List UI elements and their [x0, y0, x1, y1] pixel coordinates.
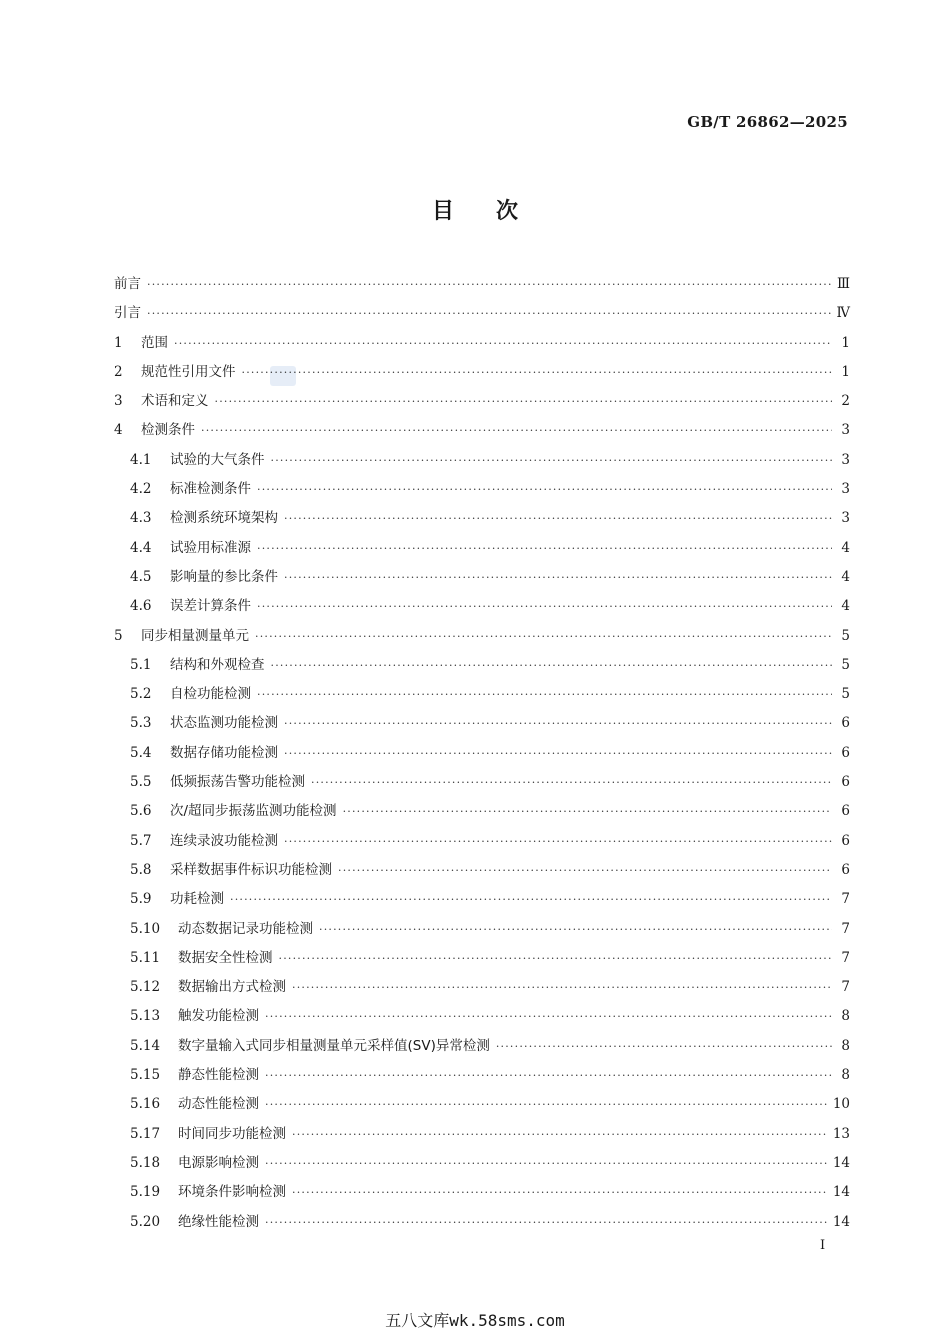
toc-leader-dots: [147, 270, 831, 299]
toc-entry[interactable]: [114, 797, 850, 826]
toc-entry[interactable]: [114, 270, 850, 299]
toc-entry-page: 6: [841, 715, 850, 732]
toc-entry-label: 规范性引用文件: [141, 363, 236, 380]
toc-entry-label: 绝缘性能检测: [178, 1213, 259, 1230]
toc-leader-dots: [292, 1120, 827, 1149]
page-number: I: [820, 1238, 826, 1253]
toc-entry-page: 14: [832, 1213, 850, 1230]
toc-entry-page: 4: [841, 539, 850, 556]
toc-leader-dots: [284, 563, 832, 592]
toc-entry-label: 电源影响检测: [178, 1154, 259, 1171]
toc-entry-page: 14: [832, 1154, 850, 1171]
toc-entry-number: 5.14: [130, 1037, 161, 1054]
toc-entry-number: 4.4: [130, 539, 152, 556]
toc-entry[interactable]: [114, 1061, 850, 1090]
toc-entry-number: 5.19: [130, 1184, 161, 1201]
toc-entry-number: 2: [114, 363, 123, 380]
page-title: [0, 194, 950, 225]
toc-entry-label: 静态性能检测: [178, 1067, 259, 1084]
toc-entry-label: 检测条件: [141, 422, 195, 439]
table-of-contents: [114, 270, 850, 1237]
toc-entry-number: 5.10: [130, 920, 161, 937]
toc-entry-page: 8: [841, 1008, 850, 1025]
toc-leader-dots: [319, 915, 832, 944]
toc-entry-page: 6: [841, 803, 850, 820]
toc-entry-label: 次/超同步振荡监测功能检测: [170, 803, 337, 820]
toc-entry-number: 5.9: [130, 891, 152, 908]
toc-entry[interactable]: [114, 651, 850, 680]
toc-entry-label: 结构和外观检查: [170, 656, 265, 673]
toc-entry-label: 引言: [114, 305, 141, 322]
toc-entry-label: 采样数据事件标识功能检测: [170, 861, 332, 878]
toc-leader-dots: [343, 797, 832, 826]
toc-entry-page: 4: [841, 598, 850, 615]
toc-entry-page: 3: [841, 422, 850, 439]
toc-entry[interactable]: [114, 768, 850, 797]
toc-leader-dots: [230, 885, 832, 914]
toc-entry-number: 5.17: [130, 1125, 161, 1142]
toc-entry-number: 5.4: [130, 744, 152, 761]
toc-leader-dots: [284, 709, 832, 738]
toc-leader-dots: [496, 1032, 832, 1061]
toc-entry-label: 误差计算条件: [170, 598, 251, 615]
toc-entry[interactable]: [114, 592, 850, 621]
toc-entry-label: 动态数据记录功能检测: [178, 920, 313, 937]
toc-entry[interactable]: [114, 1149, 850, 1178]
toc-leader-dots: [284, 504, 832, 533]
toc-leader-dots: [292, 973, 832, 1002]
toc-entry-number: 5.2: [130, 686, 152, 703]
toc-leader-dots: [265, 1061, 832, 1090]
toc-entry-label: 数据输出方式检测: [178, 979, 286, 996]
toc-entry-page: 8: [841, 1067, 850, 1084]
toc-entry-page: 3: [841, 510, 850, 527]
toc-entry-number: 5.18: [130, 1154, 161, 1171]
toc-entry-number: 4: [114, 422, 123, 439]
toc-entry[interactable]: [114, 329, 850, 358]
toc-entry-number: 1: [114, 334, 123, 351]
toc-entry-page: 6: [841, 861, 850, 878]
toc-entry-page: 2: [841, 393, 850, 410]
toc-entry-page: 1: [841, 363, 850, 380]
toc-entry-page: 5: [841, 627, 850, 644]
toc-entry-label: 数据安全性检测: [178, 949, 273, 966]
toc-entry-label: 试验的大气条件: [170, 451, 265, 468]
toc-leader-dots: [201, 416, 832, 445]
toc-entry-label: 数字量输入式同步相量测量单元采样值(SV)异常检测: [178, 1037, 490, 1054]
toc-entry-number: 5.20: [130, 1213, 161, 1230]
toc-entry[interactable]: [114, 1090, 850, 1119]
toc-entry[interactable]: [114, 387, 850, 416]
toc-entry-number: 5.12: [130, 979, 161, 996]
toc-leader-dots: [338, 856, 832, 885]
toc-entry-page: 5: [841, 686, 850, 703]
toc-leader-dots: [174, 329, 832, 358]
toc-entry-label: 状态监测功能检测: [170, 715, 278, 732]
toc-entry[interactable]: [114, 944, 850, 973]
toc-entry-number: 5.16: [130, 1096, 161, 1113]
toc-entry-page: 10: [832, 1096, 850, 1113]
toc-entry[interactable]: [114, 1208, 850, 1237]
title-char-1: 目: [431, 199, 454, 224]
toc-entry-number: 5.15: [130, 1067, 161, 1084]
standard-code: GB/T 26862—2025: [687, 113, 848, 131]
toc-leader-dots: [284, 827, 832, 856]
toc-entry-page: Ⅲ: [836, 276, 850, 292]
toc-leader-dots: [279, 944, 833, 973]
toc-entry-number: 5: [114, 627, 123, 644]
toc-entry[interactable]: [114, 299, 850, 328]
toc-entry-page: 3: [841, 481, 850, 498]
toc-entry-number: 5.7: [130, 832, 152, 849]
toc-entry-page: Ⅳ: [836, 305, 850, 322]
toc-leader-dots: [265, 1149, 827, 1178]
toc-entry-number: 4.5: [130, 568, 152, 585]
toc-entry[interactable]: [114, 973, 850, 1002]
toc-entry-number: 3: [114, 393, 123, 410]
toc-entry[interactable]: [114, 534, 850, 563]
toc-entry-page: 7: [841, 891, 850, 908]
toc-leader-dots: [147, 299, 831, 328]
toc-entry-page: 3: [841, 451, 850, 468]
toc-entry-number: 5.8: [130, 861, 152, 878]
toc-entry-label: 动态性能检测: [178, 1096, 259, 1113]
toc-leader-dots: [265, 1002, 832, 1031]
toc-entry[interactable]: [114, 1178, 850, 1207]
toc-leader-dots: [257, 475, 832, 504]
toc-entry[interactable]: [114, 622, 850, 651]
toc-entry-number: 5.3: [130, 715, 152, 732]
toc-entry-label: 检测系统环境架构: [170, 510, 278, 527]
toc-entry-page: 6: [841, 774, 850, 791]
toc-entry-label: 自检功能检测: [170, 686, 251, 703]
title-char-2: 次: [496, 199, 519, 224]
toc-leader-dots: [257, 592, 832, 621]
toc-leader-dots: [265, 1208, 827, 1237]
toc-entry-page: 4: [841, 568, 850, 585]
toc-entry[interactable]: [114, 1032, 850, 1061]
toc-entry-label: 标准检测条件: [170, 481, 251, 498]
toc-entry-label: 时间同步功能检测: [178, 1125, 286, 1142]
toc-entry-page: 7: [841, 979, 850, 996]
toc-entry-label: 范围: [141, 334, 168, 351]
toc-entry-label: 试验用标准源: [170, 539, 251, 556]
toc-entry-number: 4.1: [130, 451, 152, 468]
toc-entry[interactable]: [114, 446, 850, 475]
toc-entry-page: 6: [841, 744, 850, 761]
toc-entry-label: 影响量的参比条件: [170, 568, 278, 585]
toc-entry-label: 低频振荡告警功能检测: [170, 774, 305, 791]
toc-leader-dots: [242, 358, 833, 387]
footer-watermark: 五八文库wk.58sms.com: [385, 1311, 565, 1330]
toc-entry[interactable]: [114, 680, 850, 709]
toc-entry[interactable]: [114, 739, 850, 768]
toc-entry[interactable]: [114, 709, 850, 738]
toc-entry-number: 5.6: [130, 803, 152, 820]
toc-entry-page: 7: [841, 920, 850, 937]
toc-entry[interactable]: [114, 827, 850, 856]
toc-entry-number: 5.13: [130, 1008, 161, 1025]
toc-entry[interactable]: [114, 856, 850, 885]
toc-entry-number: 4.3: [130, 510, 152, 527]
toc-entry-label: 触发功能检测: [178, 1008, 259, 1025]
toc-leader-dots: [292, 1178, 827, 1207]
toc-entry-label: 同步相量测量单元: [141, 627, 249, 644]
toc-entry-page: 8: [841, 1037, 850, 1054]
toc-entry[interactable]: [114, 475, 850, 504]
toc-entry[interactable]: [114, 915, 850, 944]
toc-leader-dots: [257, 534, 832, 563]
toc-entry-label: 功耗检测: [170, 891, 224, 908]
toc-leader-dots: [311, 768, 832, 797]
toc-leader-dots: [255, 622, 832, 651]
toc-entry-number: 5.11: [130, 949, 161, 966]
toc-entry-page: 5: [841, 656, 850, 673]
toc-leader-dots: [257, 680, 832, 709]
toc-entry-page: 6: [841, 832, 850, 849]
toc-entry-number: 4.6: [130, 598, 152, 615]
toc-entry[interactable]: [114, 885, 850, 914]
toc-entry-number: 4.2: [130, 481, 152, 498]
toc-leader-dots: [265, 1090, 827, 1119]
toc-entry-page: 13: [832, 1125, 850, 1142]
toc-entry-label: 数据存储功能检测: [170, 744, 278, 761]
toc-entry[interactable]: [114, 416, 850, 445]
toc-entry-label: 术语和定义: [141, 393, 209, 410]
toc-entry[interactable]: [114, 358, 850, 387]
toc-entry-page: 14: [832, 1184, 850, 1201]
toc-leader-dots: [271, 651, 833, 680]
toc-entry-label: 连续录波功能检测: [170, 832, 278, 849]
toc-entry-number: 5.1: [130, 656, 152, 673]
toc-entry[interactable]: [114, 563, 850, 592]
toc-leader-dots: [271, 446, 833, 475]
toc-entry[interactable]: [114, 504, 850, 533]
toc-entry-label: 前言: [114, 276, 141, 292]
toc-entry-page: 1: [841, 334, 850, 351]
toc-leader-dots: [284, 739, 832, 768]
toc-entry[interactable]: [114, 1002, 850, 1031]
toc-entry-label: 环境条件影响检测: [178, 1184, 286, 1201]
toc-entry-number: 5.5: [130, 774, 152, 791]
toc-leader-dots: [215, 387, 833, 416]
toc-entry[interactable]: [114, 1120, 850, 1149]
toc-entry-page: 7: [841, 949, 850, 966]
